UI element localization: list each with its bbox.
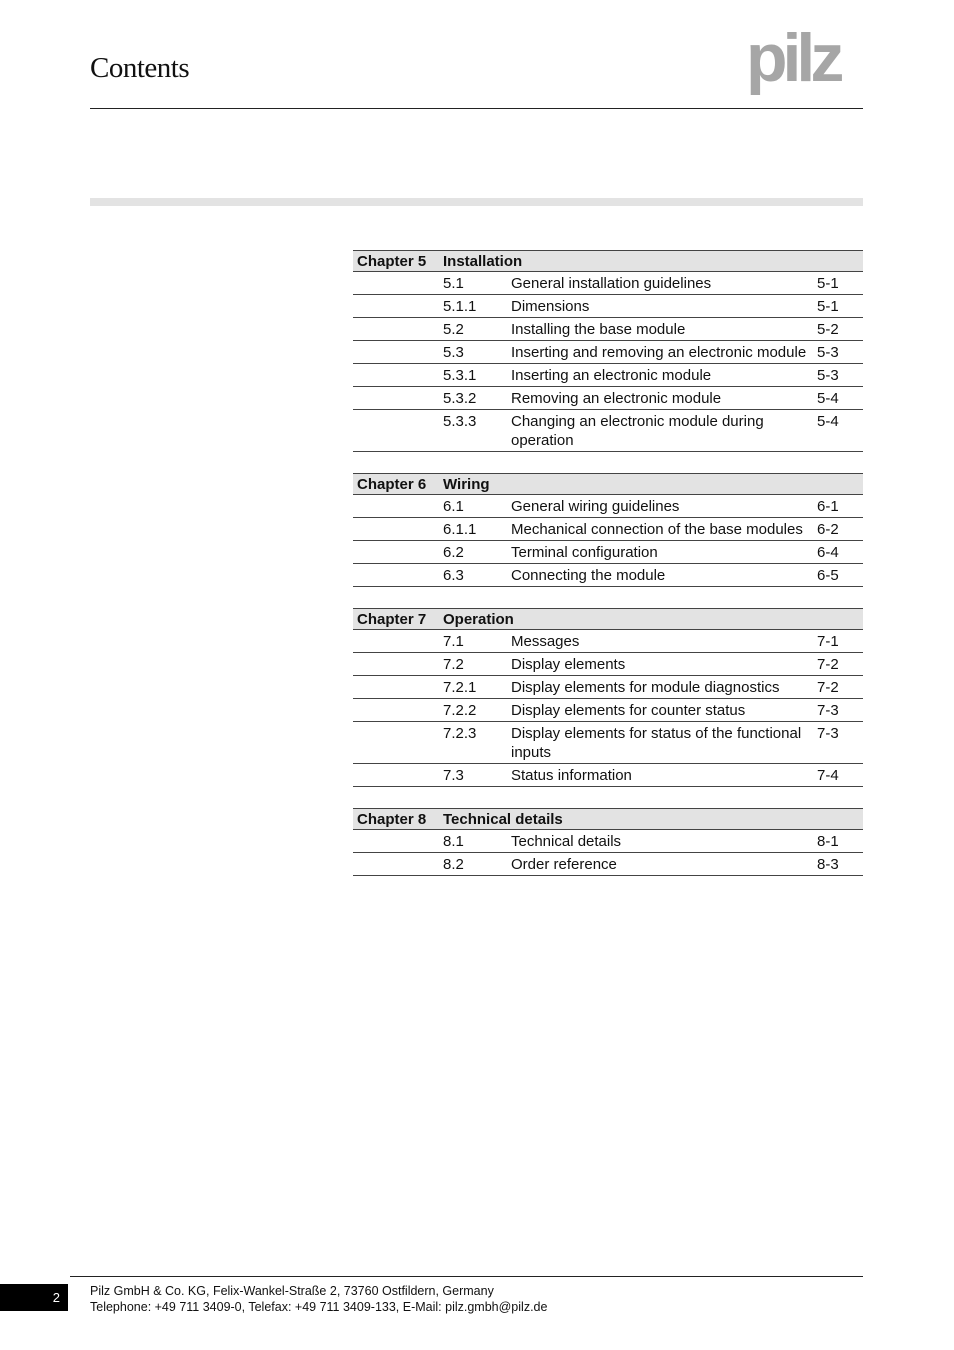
entry-number: 6.3 bbox=[443, 567, 464, 584]
toc-entry[interactable] bbox=[353, 630, 863, 653]
entry-title: Changing an electronic module during operation bbox=[511, 413, 764, 449]
chapter-block bbox=[353, 808, 863, 876]
entry-number: 5.3.2 bbox=[443, 390, 477, 407]
entry-title: Removing an electronic module bbox=[511, 390, 722, 407]
entry-number: 5.3 bbox=[443, 344, 464, 361]
entry-page: 5-1 bbox=[817, 298, 839, 315]
entry-page: 8-1 bbox=[817, 833, 839, 850]
footer-line-contact: Telephone: +49 711 3409-0, Telefax: +49 711 3409-133, E-Mail: pilz.gmbh@pilz.de bbox=[90, 1300, 548, 1314]
toc-entry[interactable] bbox=[353, 830, 863, 853]
toc-entry[interactable] bbox=[353, 853, 863, 876]
header-divider bbox=[90, 108, 863, 109]
entry-page: 5-1 bbox=[817, 275, 839, 292]
table-of-contents bbox=[353, 250, 863, 897]
entry-number: 7.3 bbox=[443, 767, 464, 784]
entry-page: 8-3 bbox=[817, 856, 839, 873]
entry-page: 5-4 bbox=[817, 390, 839, 407]
toc-entry[interactable] bbox=[353, 364, 863, 387]
toc-entry[interactable] bbox=[353, 564, 863, 587]
toc-entry[interactable] bbox=[353, 699, 863, 722]
toc-entry[interactable] bbox=[353, 764, 863, 787]
toc-entry[interactable] bbox=[353, 410, 863, 452]
chapter-heading[interactable] bbox=[353, 250, 863, 272]
entry-number: 5.2 bbox=[443, 321, 464, 338]
entry-page: 5-3 bbox=[817, 344, 839, 361]
entry-page: 7-2 bbox=[817, 679, 839, 696]
entry-number: 8.2 bbox=[443, 856, 464, 873]
chapter-block bbox=[353, 473, 863, 587]
entry-number: 7.2.2 bbox=[443, 702, 477, 719]
logo-text: pilz bbox=[746, 26, 840, 96]
entry-title: Display elements for status of the functional inputs bbox=[511, 725, 802, 761]
entry-title: Display elements for counter status bbox=[511, 702, 746, 719]
toc-entry[interactable] bbox=[353, 653, 863, 676]
entry-page: 7-3 bbox=[817, 725, 839, 742]
entry-page: 6-2 bbox=[817, 521, 839, 538]
chapter-label: Chapter 5 bbox=[357, 252, 427, 270]
toc-entry[interactable] bbox=[353, 722, 863, 764]
toc-entry[interactable] bbox=[353, 387, 863, 410]
chapter-title: Technical details bbox=[443, 810, 563, 828]
entry-number: 5.3.1 bbox=[443, 367, 477, 384]
entry-number: 6.1.1 bbox=[443, 521, 477, 538]
entry-title: Display elements for module diagnostics bbox=[511, 679, 780, 696]
chapter-label: Chapter 7 bbox=[357, 610, 427, 628]
entry-number: 7.2.1 bbox=[443, 679, 477, 696]
entry-number: 7.2 bbox=[443, 656, 464, 673]
entry-title: Installing the base module bbox=[511, 321, 686, 338]
entry-page: 7-2 bbox=[817, 656, 839, 673]
entry-number: 5.1 bbox=[443, 275, 464, 292]
toc-entry[interactable] bbox=[353, 676, 863, 699]
entry-page: 6-4 bbox=[817, 544, 839, 561]
entry-number: 5.1.1 bbox=[443, 298, 477, 315]
entry-page: 5-4 bbox=[817, 413, 839, 430]
toc-entry[interactable] bbox=[353, 272, 863, 295]
entry-title: Connecting the module bbox=[511, 567, 666, 584]
toc-entry[interactable] bbox=[353, 541, 863, 564]
chapter-heading[interactable] bbox=[353, 473, 863, 495]
chapter-title: Installation bbox=[443, 252, 523, 270]
entry-title: Messages bbox=[511, 633, 580, 650]
entry-page: 7-1 bbox=[817, 633, 839, 650]
entry-number: 6.2 bbox=[443, 544, 464, 561]
chapter-label: Chapter 8 bbox=[357, 810, 427, 828]
entry-number: 8.1 bbox=[443, 833, 464, 850]
toc-entry[interactable] bbox=[353, 495, 863, 518]
entry-page: 5-2 bbox=[817, 321, 839, 338]
chapter-block bbox=[353, 250, 863, 452]
entry-number: 6.1 bbox=[443, 498, 464, 515]
entry-title: Dimensions bbox=[511, 298, 590, 315]
entry-title: Display elements bbox=[511, 656, 626, 673]
entry-title: Technical details bbox=[511, 833, 622, 850]
entry-title: Terminal configuration bbox=[511, 544, 658, 561]
toc-entry[interactable] bbox=[353, 318, 863, 341]
entry-title: Order reference bbox=[511, 856, 617, 873]
entry-title: Status information bbox=[511, 767, 632, 784]
entry-page: 6-1 bbox=[817, 498, 839, 515]
entry-page: 5-3 bbox=[817, 367, 839, 384]
entry-number: 5.3.3 bbox=[443, 413, 477, 430]
entry-page: 7-4 bbox=[817, 767, 839, 784]
entry-page: 6-5 bbox=[817, 567, 839, 584]
chapter-heading[interactable] bbox=[353, 808, 863, 830]
entry-title: Inserting an electronic module bbox=[511, 367, 712, 384]
entry-title: General installation guidelines bbox=[511, 275, 712, 292]
toc-entry[interactable] bbox=[353, 341, 863, 364]
entry-title: General wiring guidelines bbox=[511, 498, 680, 515]
entry-title: Mechanical connection of the base modules bbox=[511, 521, 803, 538]
section-band bbox=[90, 198, 863, 206]
footer-divider bbox=[70, 1276, 863, 1277]
pilz-logo bbox=[746, 26, 866, 96]
chapter-label: Chapter 6 bbox=[357, 475, 427, 493]
chapter-heading[interactable] bbox=[353, 608, 863, 630]
footer-address bbox=[90, 1283, 547, 1315]
toc-entry[interactable] bbox=[353, 518, 863, 541]
page-number: 2 bbox=[0, 1284, 68, 1311]
footer-line-company: Pilz GmbH & Co. KG, Felix-Wankel-Straße 2, 73760 Ostfildern, Germany bbox=[90, 1284, 494, 1298]
chapter-title: Wiring bbox=[443, 475, 490, 493]
entry-page: 7-3 bbox=[817, 702, 839, 719]
chapter-title: Operation bbox=[443, 610, 514, 628]
entry-number: 7.1 bbox=[443, 633, 464, 650]
toc-entry[interactable] bbox=[353, 295, 863, 318]
entry-title: Inserting and removing an electronic module bbox=[511, 344, 807, 361]
chapter-block bbox=[353, 608, 863, 787]
page-title: Contents bbox=[90, 52, 190, 84]
entry-number: 7.2.3 bbox=[443, 725, 477, 742]
